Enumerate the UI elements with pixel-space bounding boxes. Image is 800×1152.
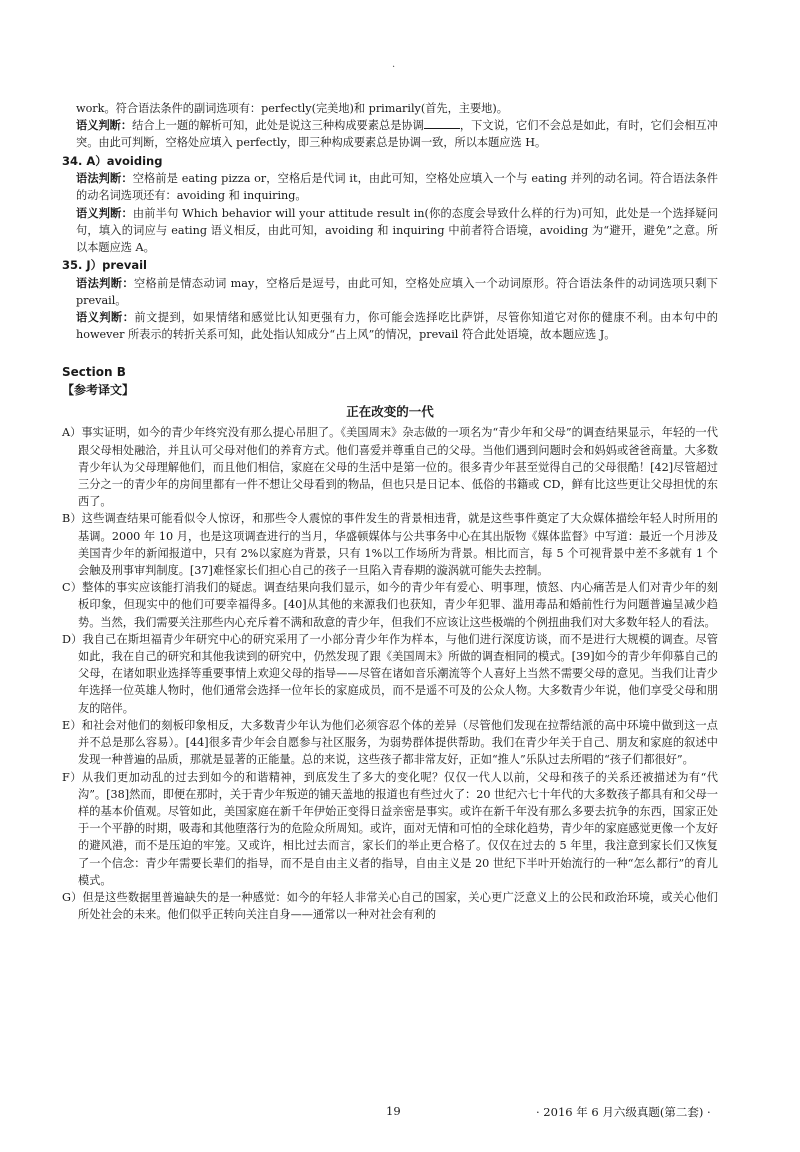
section-heading: Section B: [62, 365, 126, 380]
page-number: 19: [386, 1104, 401, 1118]
answer-35-heading: 35. J）prevail: [62, 258, 147, 273]
top-mark: ·: [392, 62, 396, 73]
paragraph-text: 这些调查结果可能看似令人惊讶，和那些令人震惊的事件发生的背景相违背，就是这些事件奠定了大众媒体描绘年轻人时所用的基调。2000 年 10 月，也是这项调查进行的当月，华盛顿媒体与公共事务中心在其出版物《媒体监督》中写道：最近一个月涉及美国青少年的新闻报道中，只有 2%以家庭为背景，只有 1%以工作场所为背景。相比而言，每 5 个可视背景中差不多就有 1 个会触及刑事审判制度。[37]难怪家长们担心自己的孩子一旦陷入青春期的漩涡就可能失去控制。: [78, 512, 718, 578]
paragraph-text: 从我们更加动乱的过去到如今的和谐精神，到底发生了多大的变化呢？仅仅一代人以前，父母和孩子的关系还被描述为有“代沟”。[38]然而，即便在那时，关于青少年叛逆的铺天盖地的报道也有些过火了：20 世纪六七十年代的大多数孩子都具有和父母一样的基本价值观。尽管如此，美国家庭在新千年伊始正变得日益亲密是事实。或许在新千年没有那么多要去抗争的东西，国家正处于一个平静的时期，吸毒和其他堕落行为的危险众所周知。或许，面对无情和可怕的全球化趋势，青少年的家庭感觉更像一个友好的避风港，而不是压迫的牢笼。又或许，相比过去而言，家长们的举止更合格了。仅仅在过去的 5 年里，我注意到家长们又恢复了一个信念：青少年需要长辈们的指导，而不是自由主义者的指导，自由主义是 20 世纪下半叶开始流行的一种“怎么都行”的育儿模式。: [78, 770, 718, 887]
reference-translation-heading: 【参考译文】: [62, 383, 135, 398]
semantic-text: 由前半句 Which behavior will your attitude result in(你的态度会导致什么样的行为)可知，此处是一个选择疑问句，填入的词应与 eating 语义相反，由此可知，avoiding 和 inquiring 中前者符合语境，avoiding 为“避开，避免”之意。所以本题应选 A。: [76, 206, 718, 254]
semantic-text: 前文提到，如果情绪和感觉比认知更强有力，你可能会选择吃比萨饼，尽管你知道它对你的健康不利。由本句中的 however 所表示的转折关系可知，此处指认知成分“占上风”的情况，prevail 符合此处语境，故本题应选 J。: [76, 311, 718, 342]
paragraph-text: 但是这些数据里普遍缺失的是一种感觉：如今的年轻人非常关心自己的国家，关心更广泛意义上的公民和政治环境，或关心他们所处社会的未来。他们似乎正转向关注自身——通常以一种对社会有利的: [78, 890, 718, 922]
grammar-label: 语法判断：: [76, 172, 133, 186]
semantic-label: 语义判断：: [76, 119, 133, 133]
paragraph-text: 事实证明，如今的青少年终究没有那么提心吊胆了。《美国周末》杂志做的一项名为“青少年和父母”的调查结果显示，年轻的一代跟父母相处融洽，并且认可父母对他们的养育方式。他们喜爱并尊重自己的父母。当他们遇到问题时会和妈妈或爸爸商量。大多数青少年认为父母理解他们，而且他们相信，家庭在父母的生活中是第一位的。很多青少年甚至觉得自己的父母很酷！[42]尽管超过三分之一的青少年的房间里都有一件不想让父母看到的物品，但也只是日记本、低俗的书籍或 CD，鲜有比这些更让父母担忧的东西了。: [78, 426, 718, 509]
paragraph-label: E）: [62, 718, 82, 732]
semantic-label: 语义判断：: [76, 206, 133, 220]
paragraph-c: [62, 579, 718, 631]
answer-35-semantic: [62, 309, 718, 343]
answer-34-heading: 34. A）avoiding: [62, 153, 163, 168]
paragraph-a: [62, 424, 718, 510]
paragraph-label: B）: [62, 512, 82, 526]
grammar-text: 空格前是情态动词 may，空格后是逗号，由此可知，空格处应填入一个动词原形。符合语法条件的动词选项只剩下 prevail。: [76, 276, 718, 307]
intro-semantic: [62, 117, 718, 151]
answer-34-semantic: [62, 205, 718, 257]
answer-blank: [424, 118, 460, 129]
answer-34-grammar: [62, 170, 718, 204]
paragraph-label: D）: [62, 632, 83, 646]
semantic-text-a: 结合上一题的解析可知，此处是说这三种构成要素总是协调: [132, 119, 424, 133]
article-title: 正在改变的一代: [346, 404, 434, 420]
paragraph-text: 我自己在斯坦福青少年研究中心的研究采用了一小部分青少年作为样本，与他们进行深度访谈，而不是进行大规模的调查。尽管如此，我在自己的研究和其他我读到的研究中，仍然发现了跟《美国周末》所做的调查相同的模式。[39]如今的青少年仰慕自己的父母，在诸如职业选择等重要事情上欢迎父母的指导——尽管在诸如音乐潮流等个人喜好上当然不需要父母的意见。当我们让青少年选择一位英雄人物时，他们通常会选择一位年长的家庭成员，而不是遥不可及的公众人物。大多数青少年说，他们享受父母和朋友的陪伴。: [78, 632, 718, 715]
intro-line: work。符合语法条件的副词选项有：perfectly(完美地)和 primarily(首先，主要地)。: [76, 102, 508, 115]
exam-series-label: · 2016 年 6 月六级真题(第二套) ·: [536, 1105, 711, 1119]
paragraph-text: 整体的事实应该能打消我们的疑虑。调查结果向我们显示，如今的青少年有爱心、明事理，愤怒、内心痛苦是人们对青少年的刻板印象，但现实中的他们可要幸福得多。[40]从其他的来源我们也获知，青少年犯罪、滥用毒品和婚前性行为问题普遍呈减少趋势。当然，我们需要关注那些内心充斥着不满和敌意的青少年，但我们不应该让这些极端的个例扭曲我们对大多数年轻人的看法。: [78, 581, 718, 629]
semantic-text-b: ，下文说，它们不会总是如此，有时，它们会相互冲突。由此可判断，空格处应填入 perfectly，即三种构成要素总是协调一致，所以本题应选 H。: [76, 119, 718, 150]
paragraph-text: 和社会对他们的刻板印象相反，大多数青少年认为他们必须容忍个体的差异（尽管他们发现在拉帮结派的高中环境中做到这一点并不总是那么容易）。[44]很多青少年会自愿参与社区服务，为弱势群体提供帮助。我们在青少年关于自己、朋友和家庭的叙述中发现一种普遍的品质，那就是显著的正能量。总的来说，这些孩子都非常友好，正如“推人”乐队过去所唱的“孩子们都很好”。: [78, 718, 718, 767]
paragraph-label: A）: [62, 426, 82, 440]
answer-35-grammar: [62, 275, 718, 309]
paragraph-b: [62, 510, 718, 579]
page-content: [62, 100, 718, 923]
paragraph-e: [62, 717, 718, 769]
paragraph-label: G）: [62, 890, 83, 904]
paragraph-label: F）: [62, 770, 82, 784]
semantic-label: 语义判断：: [76, 311, 135, 325]
paragraph-f: [62, 769, 718, 889]
paragraph-d: [62, 631, 718, 717]
paragraph-g: [62, 889, 718, 923]
grammar-label: 语法判断：: [76, 276, 134, 290]
grammar-text: 空格前是 eating pizza or，空格后是代词 it，由此可知，空格处应填入一个与 eating 并列的动名词。符合语法条件的动名词选项还有：avoiding 和 inquiring。: [76, 172, 718, 203]
paragraph-label: C）: [62, 581, 83, 595]
